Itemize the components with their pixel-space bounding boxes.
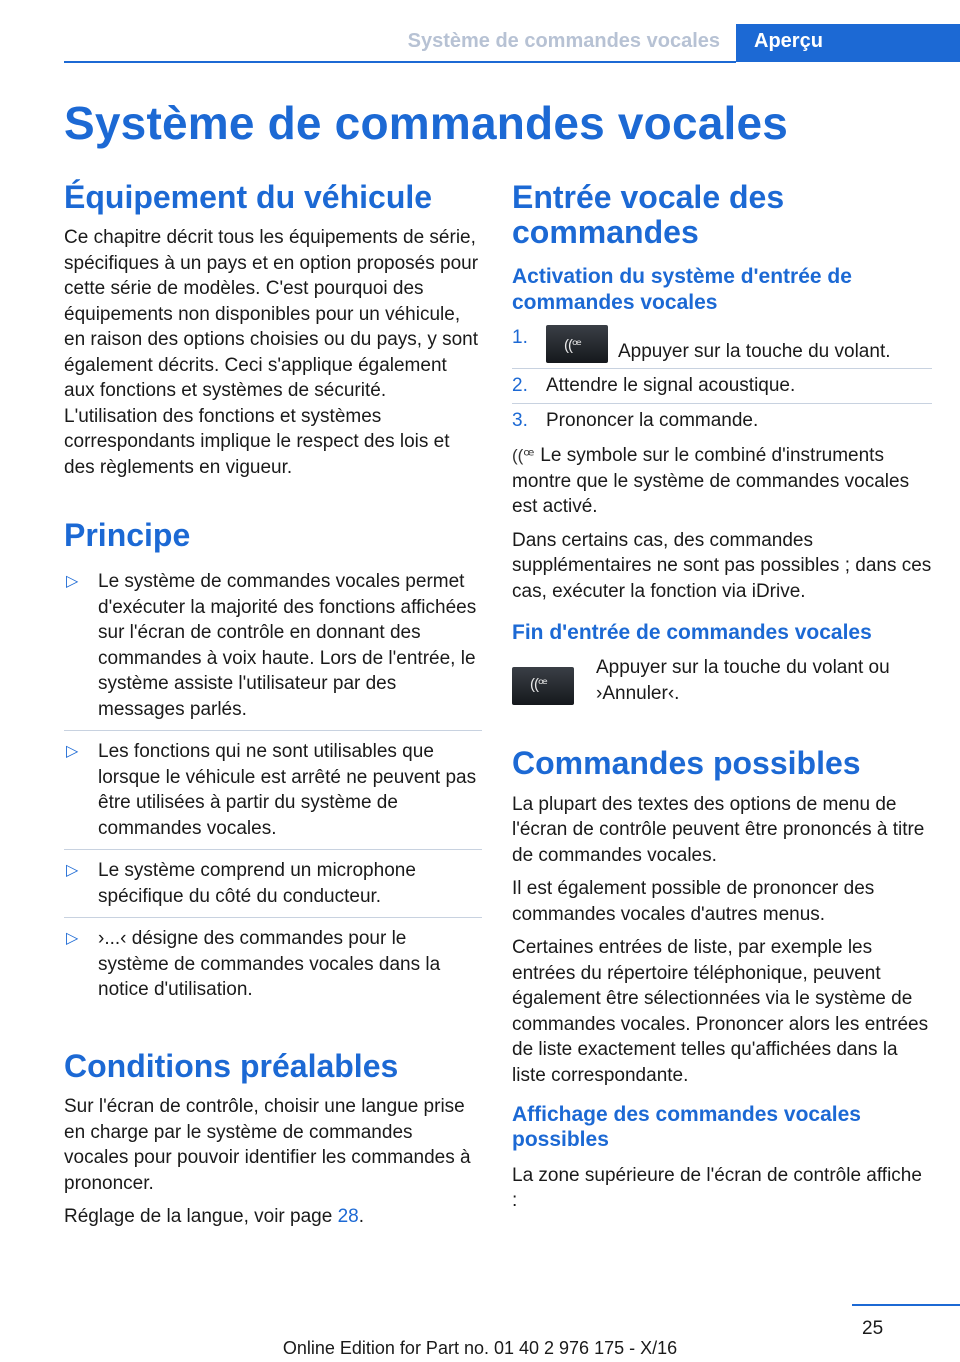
list-item: ▷ Le système comprend un microphone spécifique du côté du conducteur. (64, 858, 482, 918)
end-text: Appuyer sur la touche du volant ou ›Annuler‹. (596, 657, 890, 704)
display-text: La zone supérieure de l'écran de contrôle affiche : (512, 1164, 922, 1211)
footer-rule (852, 1304, 960, 1306)
principle-heading: Principe (64, 517, 191, 554)
voice-command-button-icon: ((ꟹ (512, 667, 574, 705)
header-rule (64, 61, 736, 63)
voice-input-heading: Entrée vocale des commandes (512, 179, 785, 251)
header-section-title: Système de commandes vocales (407, 30, 720, 52)
cases-text: Dans certains cas, des commandes supplémentaires ne sont pas possibles ; dans ces cas, exécuter la fonction via iDrive. (512, 529, 932, 602)
list-item: ▷ Le système de commandes vocales permet d'exécuter la majorité des fonctions affichées sur l'écran de contrôle en donnant des commandes à voix haute. Lors de l'entrée, le système assiste l'utilisateur par des messages parlés. (64, 569, 482, 731)
activation-steps (512, 325, 932, 438)
list-item: 1. ((ꟹ Appuyer sur la touche du volant. (512, 325, 932, 370)
equipment-heading: Équipement du véhicule (64, 179, 433, 215)
page-header (0, 24, 960, 64)
commands-text-2: Il est également possible de prononcer des commandes vocales d'autres menus. (512, 878, 875, 925)
triangle-bullet-icon: ▷ (66, 743, 79, 761)
page-link[interactable]: 28 (337, 1206, 359, 1228)
commands-heading: Commandes possibles (512, 745, 861, 782)
symbol-text: ((ꟹ Le symbole sur le combiné d'instruments montre que le système de commandes vocales est activé. (512, 445, 910, 518)
equipment-text: Ce chapitre décrit tous les équipements de série, spécifiques à un pays et en option proposés pour cette série de modèles. C'est pourquoi des équipements non disponibles pour un véhicule, en raison des options choisies ou du pays, y sont également décrits. Ceci s'applique également aux fonctions et systèmes de sécurité. L'utilisation des fonctions et systèmes correspondants implique le respect des lois et des règlements en vigueur. (64, 227, 479, 478)
principle-list (64, 569, 482, 1011)
prerequisites-heading: Conditions préalables (64, 1047, 399, 1084)
left-column (64, 180, 482, 1238)
commands-text-3: Certaines entrées de liste, par exemple les entrées du répertoire téléphonique, peuvent également être sélectionnées via le système de commandes vocales. Prononcer alors les entrées de liste exactement telles qu'affichées dans la liste correspondante. (512, 937, 929, 1086)
list-item: ▷ ›...‹ désigne des commandes pour le système de commandes vocales dans la notice d'utilisation. (66, 928, 441, 1001)
page-number: 25 (862, 1318, 884, 1339)
page-title: Système de commandes vocales (64, 97, 789, 149)
end-instruction (512, 655, 932, 714)
footer-edition: Online Edition for Part no. 01 40 2 976 175 - X/16 (282, 1338, 678, 1358)
triangle-bullet-icon: ▷ (66, 930, 79, 948)
voice-command-button-icon: ((ꟹ (546, 325, 608, 363)
display-heading: Affichage des commandes vocales possibles (512, 1103, 861, 1152)
activation-heading: Activation du système d'entrée de commandes vocales (512, 265, 852, 314)
language-setting-text: Réglage de la langue, voir page 28. (64, 1206, 365, 1228)
right-column (512, 180, 932, 1222)
voice-symbol-icon: ((ꟹ (512, 446, 535, 466)
list-item: 3. Prononcer la commande. (512, 409, 759, 431)
prerequisites-text: Sur l'écran de contrôle, choisir une langue prise en charge par le système de commandes vocales pour pouvoir identifier les commandes à prononcer. (64, 1096, 471, 1194)
list-item: 2. Attendre le signal acoustique. (512, 373, 932, 404)
header-tab: Aperçu (736, 24, 960, 62)
commands-text-1: La plupart des textes des options de menu de l'écran de contrôle peuvent être prononcés à titre de commandes vocales. (512, 793, 925, 866)
end-heading: Fin d'entrée de commandes vocales (512, 621, 872, 645)
list-item: ▷ Les fonctions qui ne sont utilisables que lorsque le véhicule est arrêté ne peuvent pas être utilisées à partir du système de commandes vocales. (64, 739, 482, 850)
triangle-bullet-icon: ▷ (66, 573, 79, 591)
triangle-bullet-icon: ▷ (66, 862, 79, 880)
